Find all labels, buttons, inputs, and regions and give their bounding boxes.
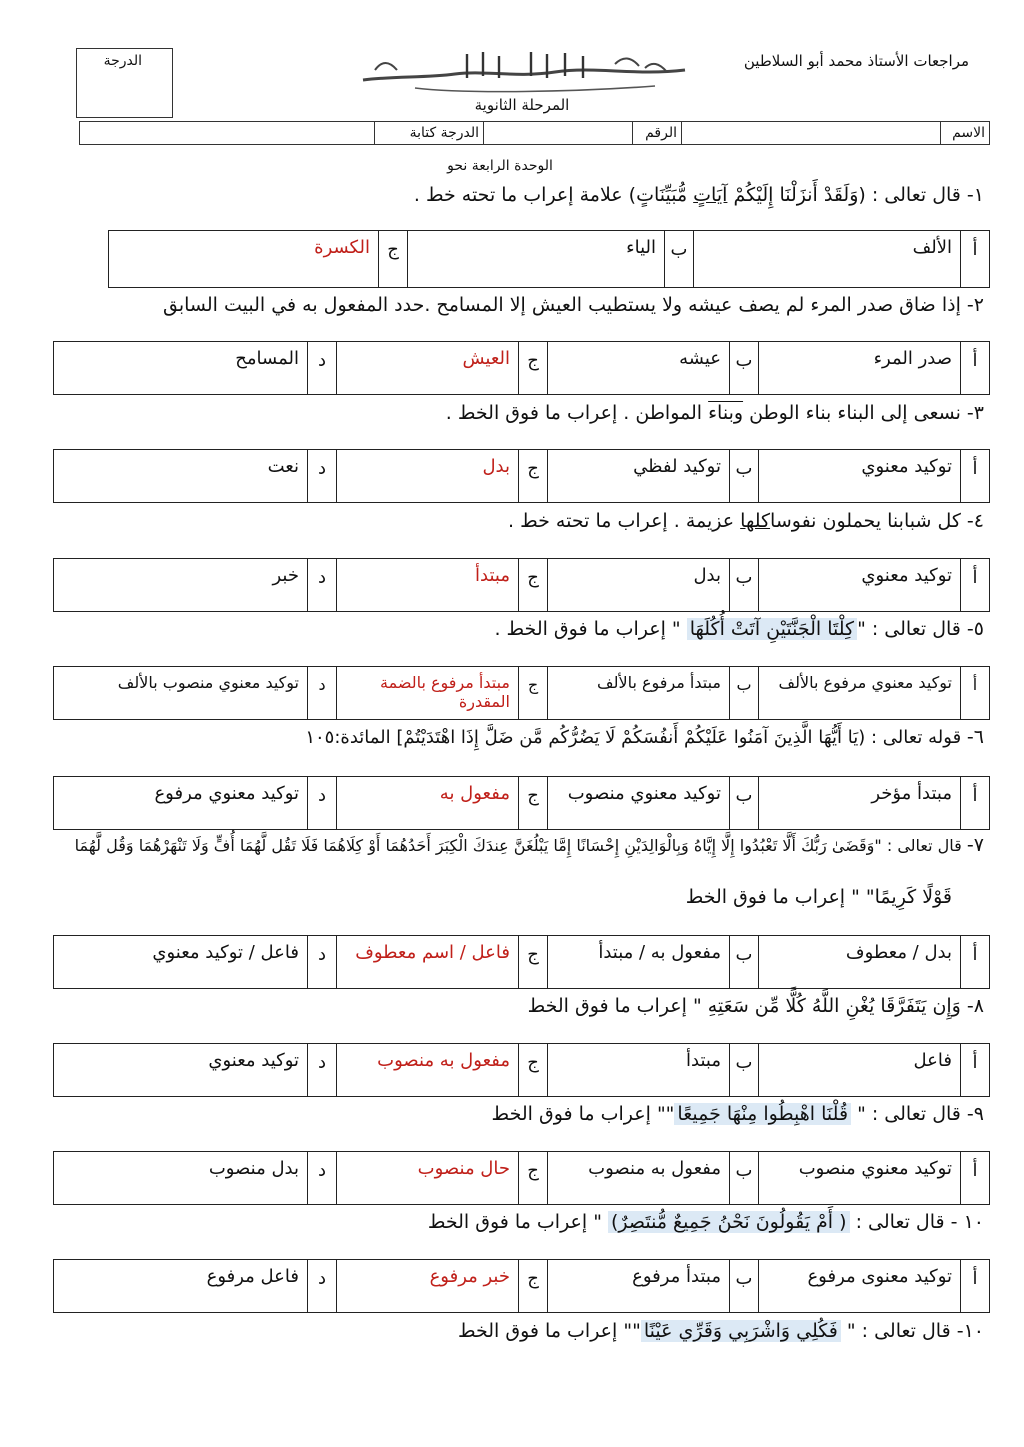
option-a[interactable]: توكيد معنوي [759,559,961,612]
option-d[interactable]: فاعل / توكيد معنوي [54,936,308,989]
underlined-word: آيَاتٍ [693,184,728,206]
basmala-calligraphy-icon [355,48,695,100]
question-7-line2: قَوْلًا كَرِيمًا" " إعراب ما فوق الخط [685,886,952,908]
options-q2: أ صدر المرء ب عيشه ج العيش د المسامح [53,341,990,395]
option-d[interactable]: المسامح [54,342,308,395]
options-q10: أ توكيد معنوى مرفوع ب مبتدأ مرفوع ج خبر مرفوع د فاعل مرفوع [53,1259,990,1313]
teacher-name: مراجعات الأستاذ محمد أبو السلاطين [743,52,969,70]
question-2: ٢- إذا ضاق صدر المرء لم يصف عيشه ولا يستطيب العيش إلا المسامح .حدد المفعول به في البيت السابق [163,294,984,316]
option-c[interactable]: فاعل / اسم معطوف [337,936,519,989]
options-q1: أ الألف ب الياء ج الكسرة [108,230,990,288]
option-a[interactable]: توكيد معنوى مرفوع [759,1260,961,1313]
option-b[interactable]: مفعول به / مبتدأ [548,936,730,989]
option-b[interactable]: بدل [548,559,730,612]
number-field[interactable] [484,122,633,145]
question-1: ١- قال تعالى : (وَلَقَدْ أَنزَلْنَا إِلَيْكُمْ آيَاتٍ مُّبَيِّنَاتٍ) علامة إعراب ما تحته خط . [413,184,984,206]
question-3: ٣- نسعى إلى البناء بناء الوطن وبناء المواطن . إعراب ما فوق الخط . [445,402,984,424]
name-field[interactable] [682,122,941,145]
question-9: ٩- قال تعالى : " قُلْنَا اهْبِطُوا مِنْهَا جَمِيعًا"" إعراب ما فوق الخط [491,1103,984,1125]
option-a[interactable]: فاعل [759,1044,961,1097]
options-q3: أ توكيد معنوي ب توكيد لفظي ج بدل د نعت [53,449,990,503]
grade-box [76,48,173,118]
number-label: الرقم [633,122,682,145]
option-c[interactable]: مبتدأ [337,559,519,612]
options-q9: أ توكيد معنوي منصوب ب مفعول به منصوب ج حال منصوب د بدل منصوب [53,1151,990,1205]
option-d[interactable]: توكيد معنوي منصوب بالألف [54,667,308,720]
options-q5: أ توكيد معنوي مرفوع بالألف ب مبتدأ مرفوع بالألف ج مبتدأ مرفوع بالضمة المقدرة د توكيد معنوي منصوب بالألف [53,666,990,720]
option-d[interactable]: بدل منصوب [54,1152,308,1205]
question-8: ٨- وَإِن يَتَفَرَّقَا يُغْنِ اللَّهُ كُلًّا مِّن سَعَتِهِ " إعراب ما فوق الخط [527,995,984,1017]
option-c[interactable]: خبر مرفوع [337,1260,519,1313]
options-q8: أ فاعل ب مبتدأ ج مفعول به منصوب د توكيد معنوي [53,1043,990,1097]
option-d[interactable]: توكيد معنوي [54,1044,308,1097]
option-c[interactable]: العيش [337,342,519,395]
question-7: ٧- قال تعالى : "وَقَضَىٰ رَبُّكَ أَلَّا تَعْبُدُوا إِلَّا إِيَّاهُ وَبِالْوَالِدَيْنِ إِحْسَانًا إِمَّا يَبْلُغَنَّ عِندَكَ الْكِبَرَ أَحَدُهُمَا أَوْ كِلَاهُمَا فَلَا تَقُل لَّهُمَا أُفٍّ وَلَا تَنْهَرْهُمَا وَقُل لَّهُمَا [74,834,984,856]
option-d[interactable]: فاعل مرفوع [54,1260,308,1313]
highlighted-text: كِلْتَا الْجَنَّتَيْنِ آتَتْ أُكُلَهَا [687,618,857,640]
option-a[interactable]: توكيد معنوي [759,450,961,503]
underlined-word: كلها [740,510,771,532]
option-b[interactable]: عيشه [548,342,730,395]
option-c[interactable]: مفعول به [337,777,519,830]
written-grade-label: الدرجة كتابة [375,122,484,145]
option-b[interactable]: مبتدأ مرفوع بالألف [548,667,730,720]
options-q4: أ توكيد معنوي ب بدل ج مبتدأ د خبر [53,558,990,612]
highlighted-text: قُلْنَا اهْبِطُوا مِنْهَا جَمِيعًا [674,1103,851,1125]
highlighted-text: ( أَمْ يَقُولُونَ نَحْنُ جَمِيعٌ مُّنتَصِرٌ) [608,1211,850,1233]
option-d[interactable]: نعت [54,450,308,503]
question-11: ١٠- قال تعالى : " فَكُلِي وَاشْرَبِي وَقَرِّي عَيْنًا"" إعراب ما فوق الخط [457,1320,984,1342]
option-b[interactable]: توكيد لفظي [548,450,730,503]
option-c[interactable]: مبتدأ مرفوع بالضمة المقدرة [337,667,519,720]
grade-label: الدرجة [103,53,142,69]
option-a[interactable]: توكيد معنوي منصوب [759,1152,961,1205]
option-b[interactable]: الياء [408,231,665,288]
stage-label: المرحلة الثانوية [474,96,570,114]
written-grade-field[interactable] [80,122,375,145]
option-c[interactable]: حال منصوب [337,1152,519,1205]
question-5: ٥- قال تعالى : "كِلْتَا الْجَنَّتَيْنِ آتَتْ أُكُلَهَا " إعراب ما فوق الخط . [494,618,984,640]
question-4: ٤- كل شبابنا يحملون نفوساكلها عزيمة . إعراب ما تحته خط . [508,510,984,532]
option-a[interactable]: توكيد معنوي مرفوع بالألف [759,667,961,720]
option-b[interactable]: توكيد معنوي منصوب [548,777,730,830]
question-10: ١٠ - قال تعالى : ( أَمْ يَقُولُونَ نَحْنُ جَمِيعٌ مُّنتَصِرٌ) " إعراب ما فوق الخط [427,1211,984,1233]
option-d[interactable]: خبر [54,559,308,612]
option-d[interactable]: توكيد معنوي مرفوع [54,777,308,830]
options-q7: أ بدل / معطوف ب مفعول به / مبتدأ ج فاعل / اسم معطوف د فاعل / توكيد معنوي [53,935,990,989]
unit-title: الوحدة الرابعة نحو [447,158,553,174]
option-c[interactable]: الكسرة [109,231,379,288]
option-b[interactable]: مبتدأ مرفوع [548,1260,730,1313]
highlighted-text: فَكُلِي وَاشْرَبِي وَقَرِّي عَيْنًا [641,1320,841,1342]
option-a[interactable]: بدل / معطوف [759,936,961,989]
overlined-word: وبناء [708,402,744,424]
option-c[interactable]: بدل [337,450,519,503]
options-q6: أ مبتدأ مؤخر ب توكيد معنوي منصوب ج مفعول به د توكيد معنوي مرفوع [53,776,990,830]
option-b[interactable]: مبتدأ [548,1044,730,1097]
option-a[interactable]: مبتدأ مؤخر [759,777,961,830]
name-label: الاسم [941,122,990,145]
question-6: ٦- قوله تعالى : (يَا أَيُّهَا الَّذِينَ آمَنُوا عَلَيْكُمْ أَنفُسَكُمْ لَا يَضُرُّكُم مَّن ضَلَّ إِذَا اهْتَدَيْتُمْ] المائدة:١٠٥ [305,726,984,748]
option-a[interactable]: صدر المرء [759,342,961,395]
option-c[interactable]: مفعول به منصوب [337,1044,519,1097]
student-info-table [79,121,990,145]
option-a[interactable]: الألف [694,231,961,288]
option-b[interactable]: مفعول به منصوب [548,1152,730,1205]
